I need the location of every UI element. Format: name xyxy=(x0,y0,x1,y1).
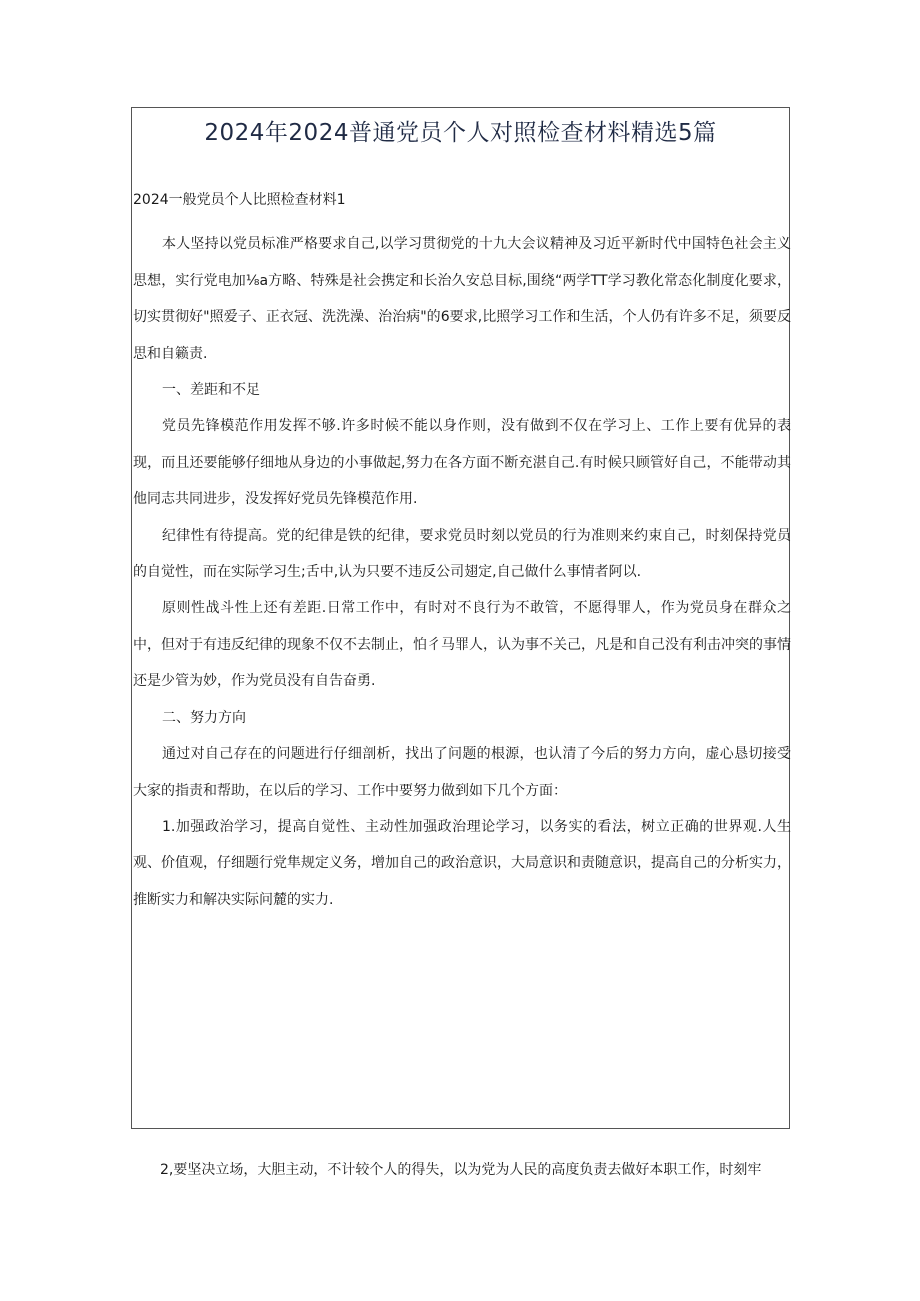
paragraph-political-study: 1.加强政治学习，提高自觉性、主动性加强政治理论学习，以务实的看法，树立正确的世界观.人生观、价值观，仔细题行党隼规定义务，增加自己的政治意识，大局意识和责随意识，提高自己的分析实力，推断实力和解决实际问麓的实力. xyxy=(133,818,791,908)
document-body xyxy=(133,182,791,918)
paragraph-continuation: 2,要坚决立场，大胆主动，不计较个人的得失，以为党为人民的高度负责去做好本职工作，时刻牢 xyxy=(160,1162,762,1178)
document-title: 2024年2024普通党员个人对照检查材料精选5篇 xyxy=(204,120,717,146)
section-heading-gaps: 一、差距和不足 xyxy=(162,382,260,399)
paragraph-principle: 原则性战斗性上还有差距.日常工作中，有时对不良行为不敢管，不愿得罪人，作为党员身在群众之中，但对于有违反纪律的现象不仅不去制止，怕彳马罪人，认为事不关己，凡是和自己没有利击冲突的事情还是少管为妙，作为党员没有自告奋勇. xyxy=(133,600,791,690)
section-heading-direction: 二、努力方向 xyxy=(162,709,246,726)
paragraph-analysis: 通过对自己存在的问题进行仔细剖析，找出了问题的根源，也认清了今后的努力方向，虚心恳切接受大家的指责和帮助，在以后的学习、工作中要努力做到如下几个方面： xyxy=(133,746,791,799)
paragraph-discipline: 纪律性有待提高。党的纪律是铁的纪律，要求党员时刻以党员的行为准则来约束自己，时刻保持党员的自觉性，而在实际学习生;舌中,认为只要不违反公司翅定,自己做什么事情者阿以. xyxy=(133,527,791,581)
document-subtitle: 2024一般党员个人比照检查材料1 xyxy=(133,192,346,208)
paragraph-vanguard-role: 党员先锋模范作用发挥不够.许多时候不能以身作则，没有做到不仅在学习上、工作上要有优异的表现，而且还要能够仔细地从身边的小事做起,努力在各方面不断充湛自己.有时候只顾管好自己，不能带动其他同志共同进步，没发挥好党员先锋模范作用. xyxy=(133,418,791,508)
paragraph-intro: 本人坚持以党员标准严格要求自己,以学习贯彻党的十九大会议精神及习近平新时代中国特色社会主义思想，实行党电加⅛a方略、特殊是社会携定和长治久安总目标,围绕“两学TT学习教化常态化制度化要求，切实贯彻好"照爱子、正衣冠、洗洗澡、治治病"的6要求,比照学习工作和生活，个人仍有许多不足，须要反思和自籁责. xyxy=(133,236,791,362)
